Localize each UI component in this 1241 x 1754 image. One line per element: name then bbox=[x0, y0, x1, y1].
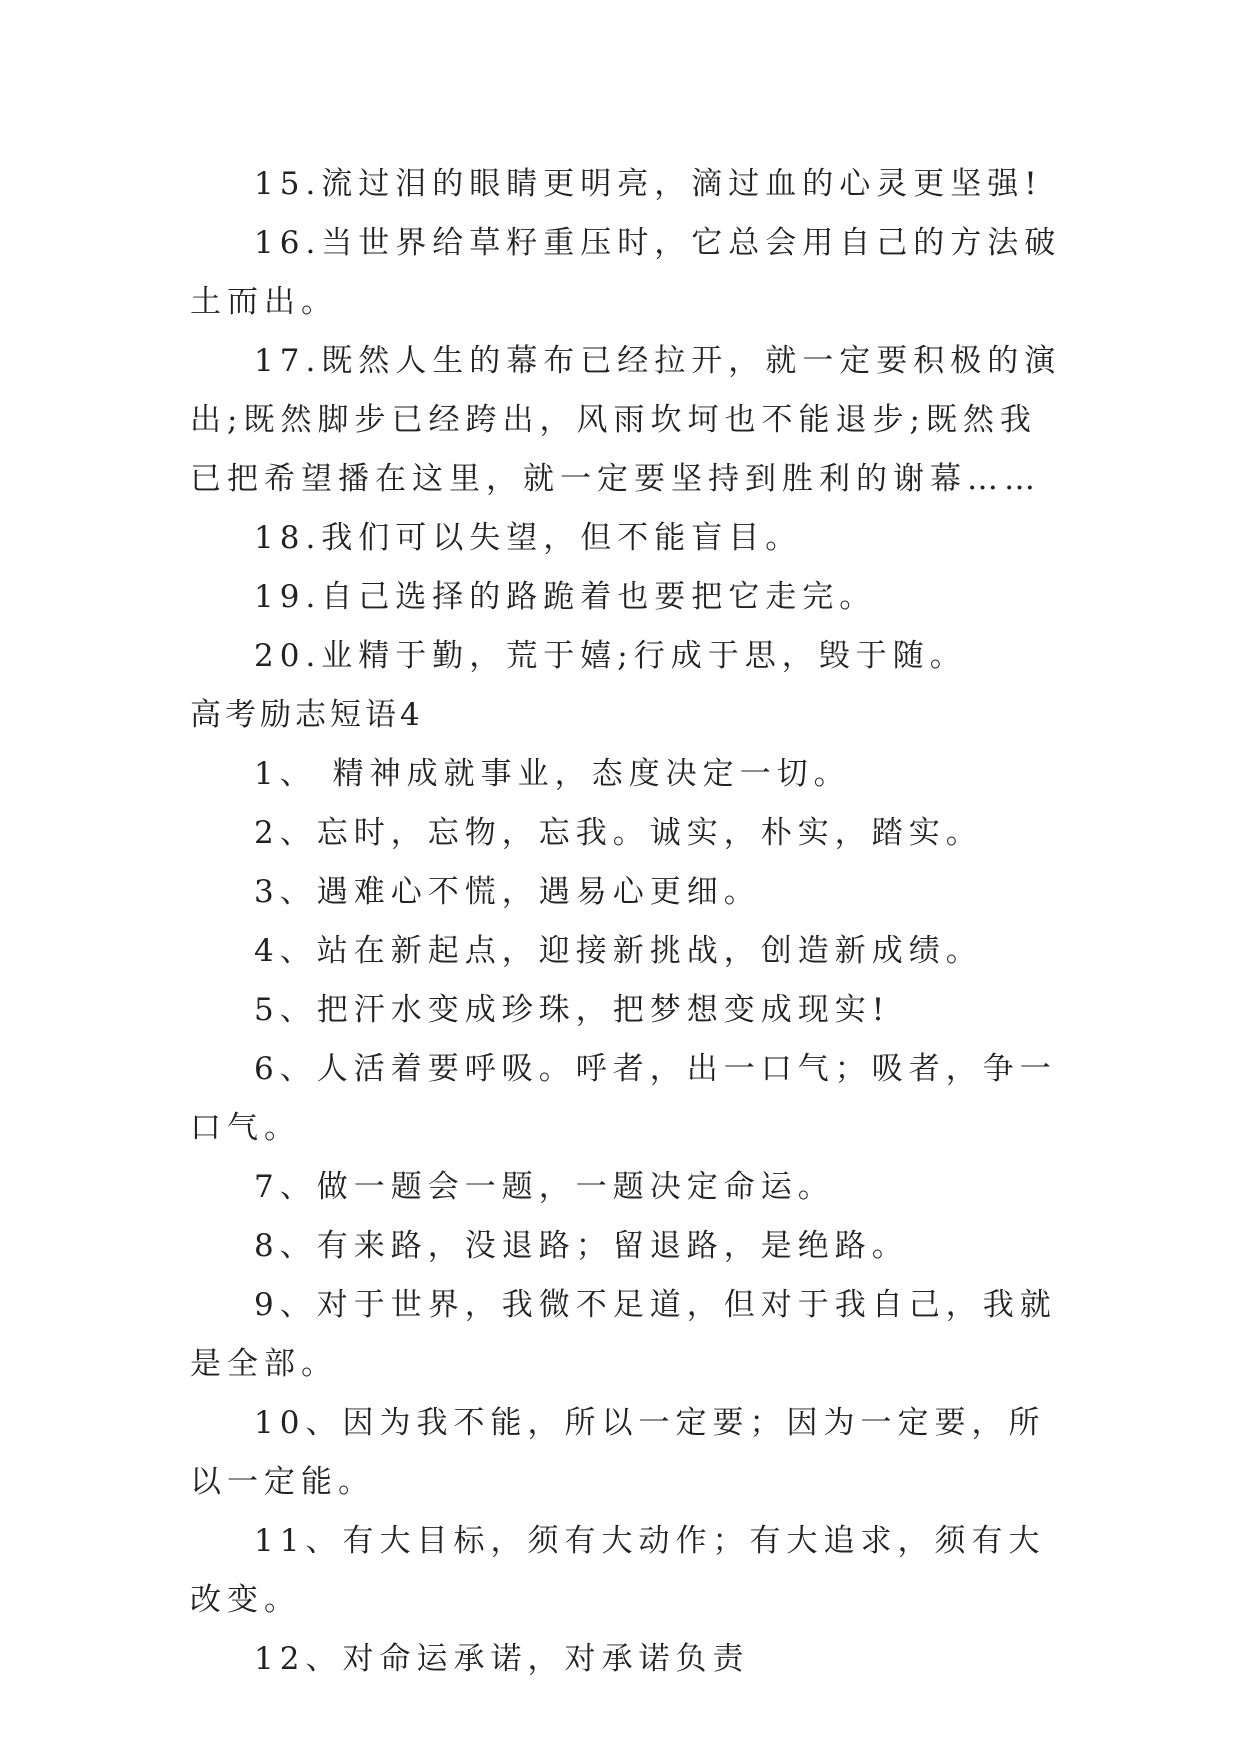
phrase-7: 7、做一题会一题，一题决定命运。 bbox=[254, 1169, 835, 1205]
phrase-12: 12、对命运承诺，对承诺负责 bbox=[254, 1641, 750, 1677]
quote-19: 19.自己选择的路跪着也要把它走完。 bbox=[254, 579, 877, 615]
quote-18: 18.我们可以失望，但不能盲目。 bbox=[254, 520, 803, 556]
document-body bbox=[190, 155, 1070, 1689]
phrase-2: 2、忘时，忘物，忘我。诚实，朴实，踏实。 bbox=[254, 815, 983, 851]
quote-20: 20.业精于勤，荒于嬉;行成于思，毁于随。 bbox=[254, 638, 967, 674]
phrase-6: 6、人活着要呼吸。呼者，出一口气；吸者，争一口气。 bbox=[190, 1051, 1057, 1146]
quote-17: 17.既然人生的幕布已经拉开，就一定要积极的演出;既然脚步已经跨出，风雨坎坷也不能退步;既然我已把希望播在这里，就一定要坚持到胜利的谢幕…… bbox=[190, 343, 1062, 497]
phrase-5: 5、把汗水变成珍珠，把梦想变成现实! bbox=[254, 992, 891, 1028]
phrase-3: 3、遇难心不慌，遇易心更细。 bbox=[254, 874, 761, 910]
phrase-4: 4、站在新起点，迎接新挑战，创造新成绩。 bbox=[254, 933, 983, 969]
quote-15: 15.流过泪的眼睛更明亮，滴过血的心灵更坚强! bbox=[254, 166, 1043, 202]
section-heading: 高考励志短语4 bbox=[190, 697, 424, 733]
phrase-10: 10、因为我不能，所以一定要；因为一定要，所以一定能。 bbox=[190, 1405, 1046, 1500]
phrase-1: 1、 精神成就事业，态度决定一切。 bbox=[254, 756, 851, 792]
phrase-11: 11、有大目标，须有大动作；有大追求，须有大改变。 bbox=[190, 1523, 1046, 1618]
phrase-8: 8、有来路，没退路；留退路，是绝路。 bbox=[254, 1228, 909, 1264]
phrase-9: 9、对于世界，我微不足道，但对于我自己，我就是全部。 bbox=[190, 1287, 1057, 1382]
quote-16: 16.当世界给草籽重压时，它总会用自己的方法破土而出。 bbox=[190, 225, 1062, 320]
